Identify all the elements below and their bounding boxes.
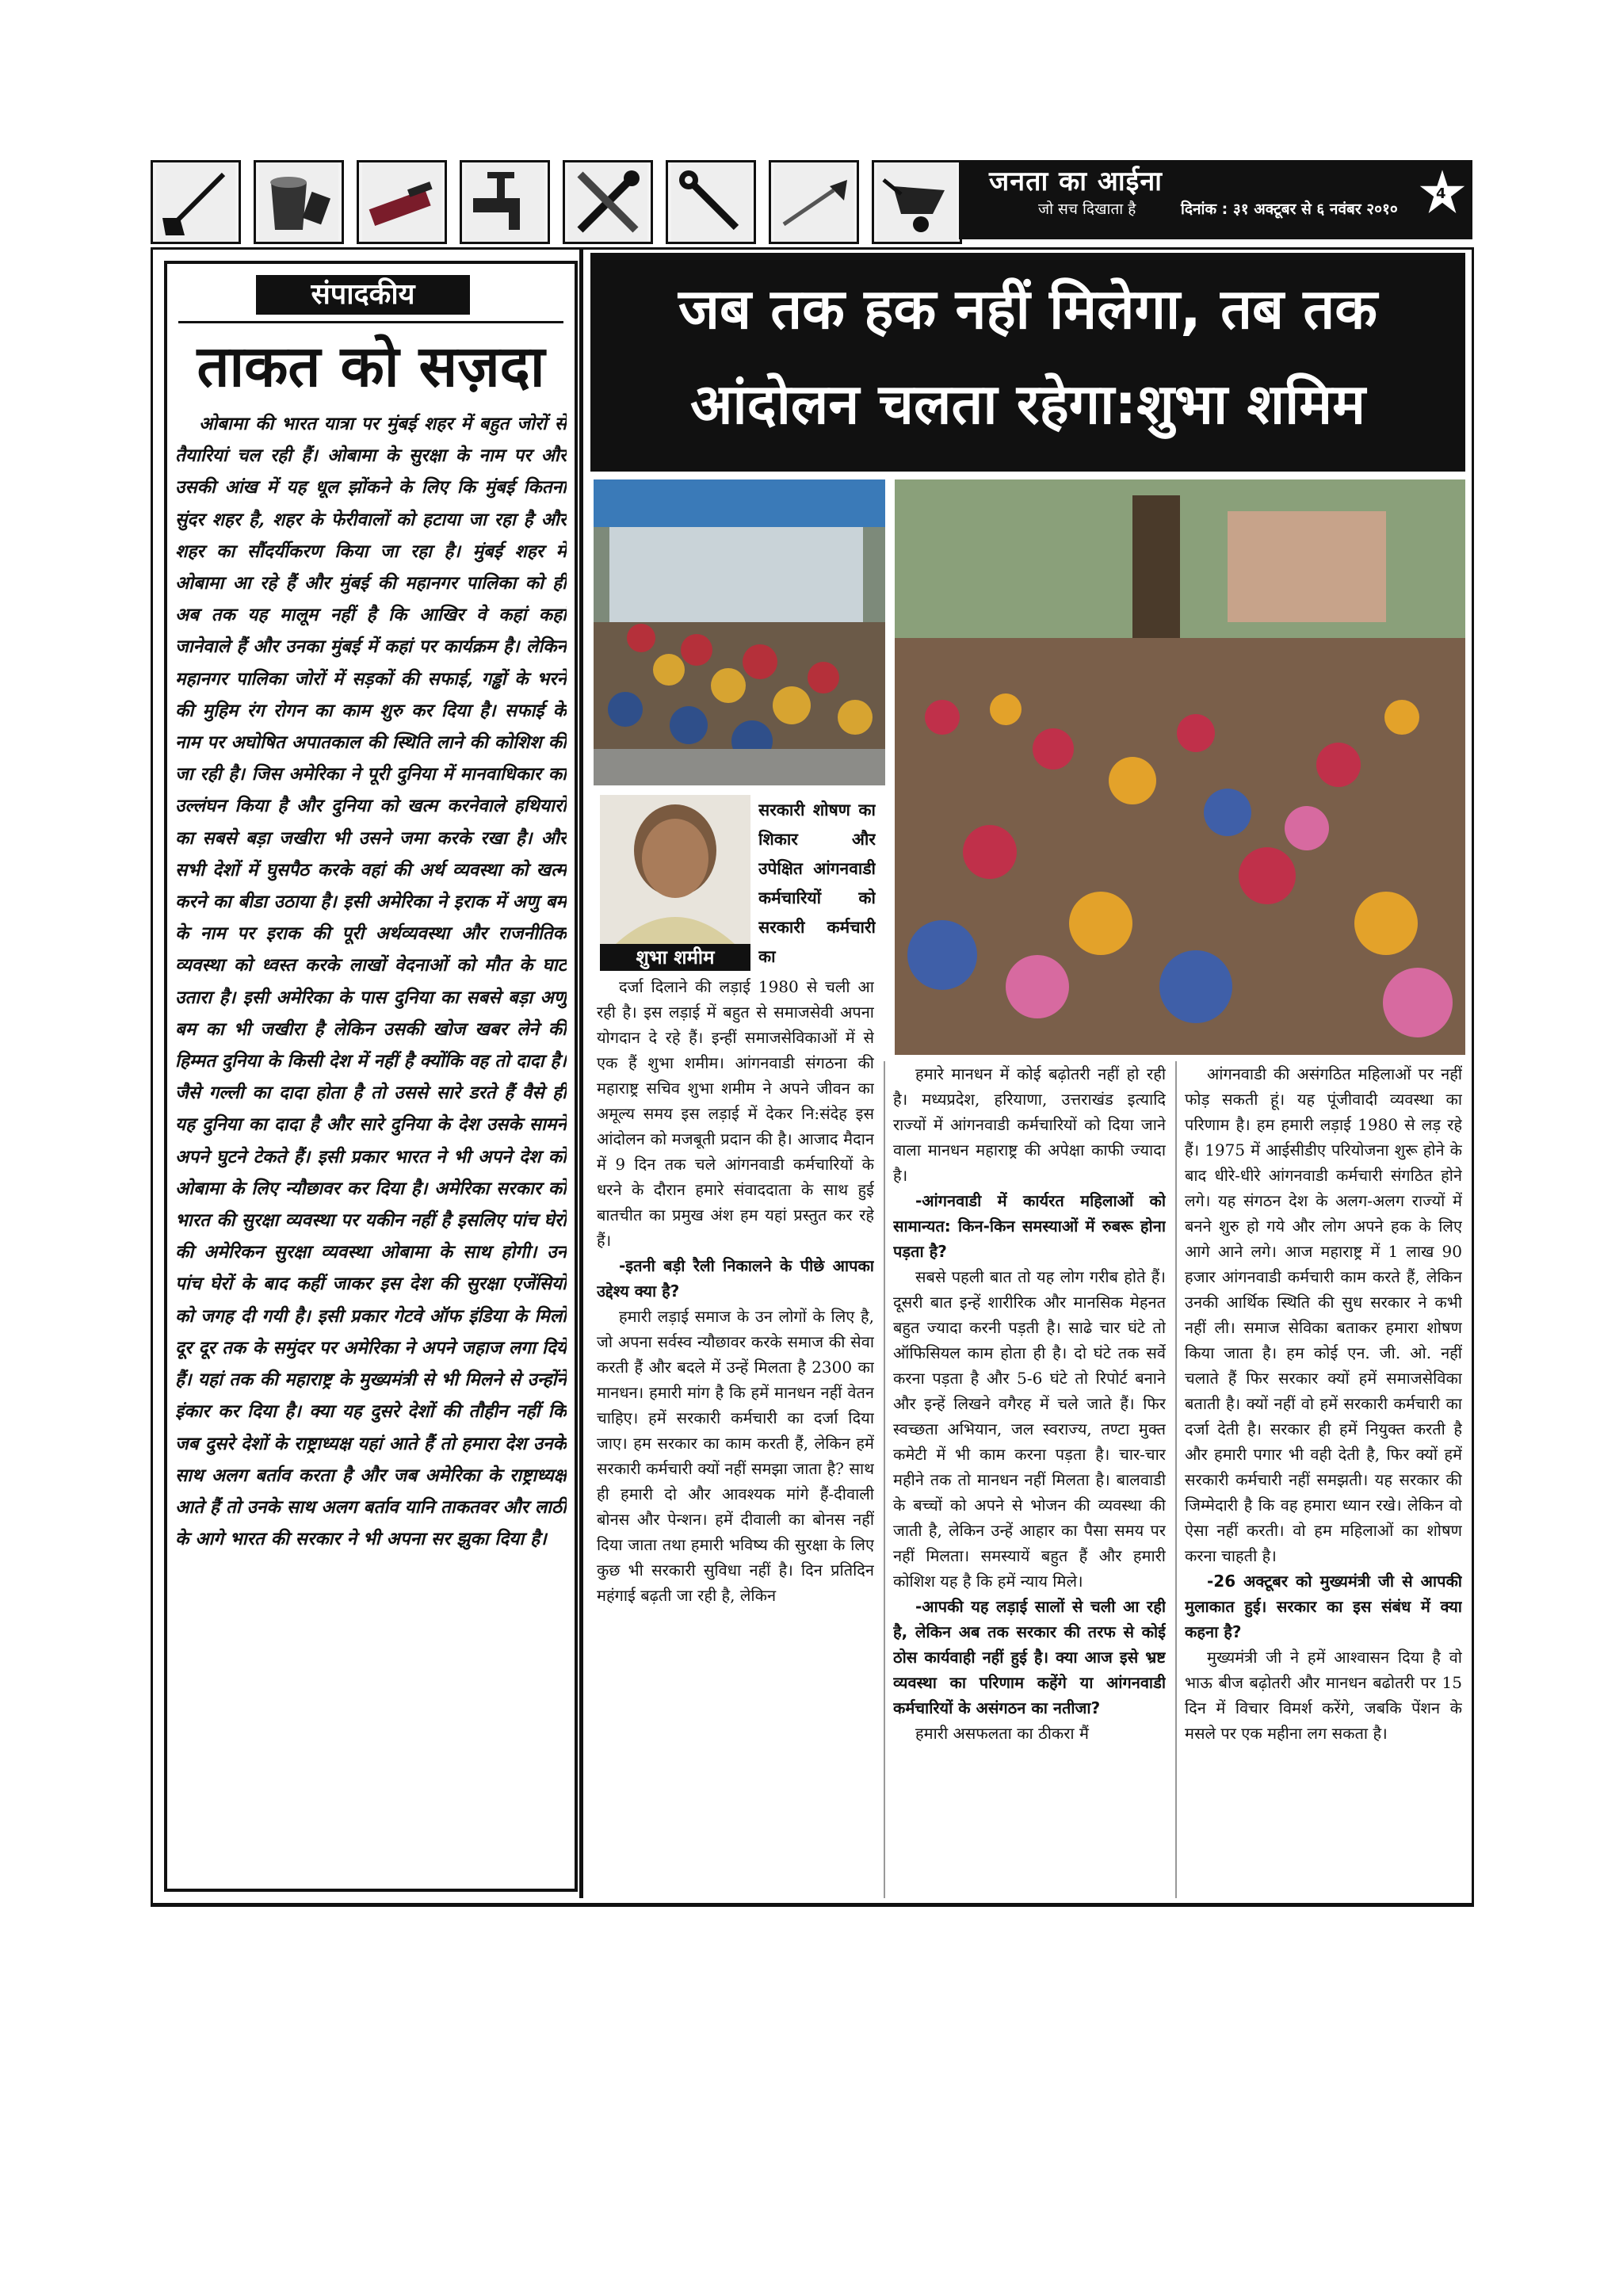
interview-question: -इतनी बड़ी रैली निकालने के पीछे आपका उद्देश्य क्या है? (597, 1256, 874, 1301)
article-column-2 (893, 1061, 1166, 1901)
bucket-brush-icon (254, 160, 344, 244)
hoe-icon (151, 160, 241, 244)
editorial-title: ताकत को सज़दा (197, 333, 545, 399)
headline-block (590, 253, 1465, 472)
tools-icon (563, 160, 653, 244)
headline-line-2: आंदोलन चलता रहेगा:शुभा शमिम (690, 372, 1365, 437)
interview-question: -26 अक्टूबर को मुख्यमंत्री जी से आपकी मुलाकात हुई। सरकार का इस संबंध में क्या कहना है? (1185, 1572, 1462, 1641)
wheelbarrow-icon (872, 160, 962, 244)
rally-photo-large (895, 479, 1465, 1055)
article-intro: सरकारी शोषण का शिकार और उपेक्षित आंगनवाडी कर्मचारियों को सरकारी कर्मचारी का (758, 800, 876, 966)
masthead-tagline: जो सच दिखाता है (1038, 201, 1136, 218)
article-paragraph: हमारी लड़ाई समाज के उन लोगों के लिए है, जो अपना सर्वस्व न्यौछावर करके समाज की सेवा करती हैं और बदले में उन्हें मिलता है 2300 का मानधन। हमारी मांग है कि हमें मानधन नहीं वेतन चाहिए। हमें सरकारी कर्मचारी का दर्जा दिया जाए। हम सरकार का काम करती हैं, लेकिन हमें सरकारी कर्मचारी क्यों नहीं समझा जाता है? साथ ही हमारी दो और आवश्यक मांगे हैं-दीवाली बोनस और पेन्शन। हमें दीवाली का बोनस नहीं दिया जाता तथा हमारी भविष्य की सुरक्षा के लिए कुछ भी सरकारी सुविधा नहीं है। दिन प्रतिदिन महंगाई बढ़ती जा रही है, लेकिन (597, 1307, 874, 1605)
editorial-label: संपादकीय (256, 275, 470, 315)
masthead (959, 160, 1472, 239)
article-paragraph: सबसे पहली बात तो यह लोग गरीब होते हैं। दूसरी बात इन्हें शारीरिक और मानसिक मेहनत बहुत ज्यादा करनी पड़ती है। साढे चार घंटे तो ऑफिसियल काम होता ही है। दो घंटे तक सर्वे करना पड़ता है और 5-6 घंटे तो रिपोर्ट बनाने और इन्हें लिखने वगैरह में चले जाते हैं। फिर स्वच्छता अभियान, जल स्वराज्य, तण्टा मुक्त कमेटी में भी काम करना पड़ता है। चार-चार महीने तक तो मानधन नहीं मिलता है। बालवाडी के बच्चों को अपने से भोजन की व्यवस्था की जाती है, लेकिन उन्हें आहार का पैसा समय पर नहीं मिलता। समस्यायें बहुत हैं और हमारी कोशिश यह है कि हमें न्याय मिले। (893, 1267, 1166, 1591)
interview-question: -आंगनवाडी में कार्यरत महिलाओं को सामान्यत: किन-किन समस्याओं में रुबरू होना पड़ता है? (893, 1191, 1166, 1261)
article-paragraph: आंगनवाडी की असंगठित महिलाओं पर नहीं फोड़ सकती हूं। यह पूंजीवादी व्यवस्था का परिणाम है। हम हमारी लड़ाई 1980 से लड़ रहे हैं। 1975 में आईसीडीए परियोजना शुरू होने के बाद धीरे-धीरे आंगनवाडी कर्मचारी संगठित होने लगे। यह संगठन देश के अलग-अलग राज्यों में बनने शुरु हो गये और लोग अपने हक के लिए आगे आने लगे। आज महाराष्ट्र में 1 लाख 90 हजार आंगनवाडी कर्मचारी काम करते हैं, लेकिन उनकी आर्थिक स्थिति की सुध सरकार ने कभी नहीं ली। समाज सेविका बताकर हमारा शोषण किया जाता है। हम कोई एन. जी. ओ. नहीं चलाते हैं फिर सरकार क्यों हमें समाजसेविका बताती है। क्यों नहीं वो हमें सरकारी कर्मचारी का दर्जा देती है। सरकार ही हमें नियुक्त करती है और हमारी पगार भी वही देती है, फिर क्यों हमें सरकारी कर्मचारी नहीं समझती। यह सरकार की जिम्मेदारी है कि वह हमारा ध्यान रखे। लेकिन वो ऐसा नहीं करती। वो हम महिलाओं का शोषण करना चाहती है। (1185, 1064, 1462, 1565)
article-paragraph: हमारी असफलता का ठीकरा मैं (915, 1724, 1089, 1743)
issue-date: दिनांक : ३१ अक्टूबर से ६ नवंबर २०१० (1181, 201, 1398, 218)
trowel-icon (357, 160, 447, 244)
masthead-title: जनता का आईना (989, 166, 1163, 197)
article-paragraph: हमारे मानधन में कोई बढ़ोतरी नहीं हो रही है। मध्यप्रदेश, हरियाणा, उत्तराखंड इत्यादि राज्यों में आंगनवाडी कर्मचारियों को दिया जाने वाला मानधन महाराष्ट्र की अपेक्षा काफी ज्यादा है। (893, 1064, 1166, 1185)
editorial-body: ओबामा की भारत यात्रा पर मुंबई शहर में बहुत जोरों से तैयारियां चल रही हैं। ओबामा के सुरक्षा के नाम पर और उसकी आंख में यह धूल झोंकने के लिए कि मुंबई कितना सुंदर शहर है, शहर के फेरीवालों को हटाया जा रहा है और शहर का सौंदर्यीकरण किया जा रहा है। मुंबई शहर में ओबामा आ रहे हैं और मुंबई की महानगर पालिका को ही अब तक यह मालूम नहीं है कि आखिर वे कहां कहां जानेवाले हैं और उनका मुंबई में कहां पर कार्यक्रम है। लेकिन महानगर पालिका जोरों में सड़कों की सफाई, गड्ढों के भरने की मुहिम रंग रोगन का काम शुरु कर दिया है। सफाई के नाम पर अघोषित अपातकाल की स्थिति लाने की कोशिश की जा रही है। जिस अमेरिका ने पूरी दुनिया में मानवाधिकार का उल्लंघन किया है और दुनिया को खत्म करनेवाले हथियारों का सबसे बड़ा जखीरा भी उसने जमा करके रखा है। और सभी देशों में घुसपैठ करके वहां की अर्थ व्यवस्था को खत्म करने का बीडा उठाया है। इसी अमेरिका ने इराक में अणु बम के नाम पर इराक की पूरी अर्थव्यवस्था और राजनीतिक व्यवस्था को ध्वस्त करके लाखों वेदनाओं को मौत के घाट उतारा है। इसी अमेरिका के पास दुनिया का सबसे बड़ा अणु बम का भी जखीरा है लेकिन उसकी खोज खबर लेने की हिम्मत दुनिया के किसी देश में नहीं है क्योंकि वह तो दादा है। जैसे गल्ली का दादा होता है तो उससे सारे डरते हैं वैसे ही यह दुनिया का दादा है और सारे दुनिया के देश उसके सामने अपने घुटने टेकते हैं। इसी प्रकार भारत ने भी अपने देश को ओबामा के लिए न्यौछावर कर दिया है। अमेरिका सरकार को भारत की सुरक्षा व्यवस्था पर यकीन नहीं है इसलिए पांच घेरों की अमेरिकन सुरक्षा व्यवस्था ओबामा के साथ होगी। उन पांच घेरों के बाद कहीं जाकर इस देश की सुरक्षा एजेंसियों को जगह दी गयी है। इसी प्रकार गेटवे ऑफ इंडिया के मिलों दूर दूर तक के समुंदर पर अमेरिका ने अपने जहाज लगा दिये हैं। यहां तक की महाराष्ट्र के मुख्यमंत्री से भी मिलने से उन्होंने इंकार कर दिया है। क्या यह दुसरे देशों की तौहीन नहीं कि जब दुसरे देशों के राष्ट्राध्यक्ष यहां आते हैं तो हमारा देश उनके साथ अलग बर्ताव करता है और जब अमेरिका के राष्ट्राध्यक्ष आते हैं तो उनके साथ अलग बर्ताव यानि ताकतवर और लाठी के आगे भारत की सरकार ने भी अपना सर झुका दिया है। (175, 414, 567, 1550)
article-column-1 (597, 974, 874, 1901)
content-area (151, 247, 1474, 1907)
wrench-icon (666, 160, 756, 244)
divider (884, 1061, 885, 1898)
newspaper-page (151, 160, 1472, 1904)
article-paragraph: मुख्यमंत्री जी ने हमें आश्वासन दिया है वो भाऊ बीज बढ़ोतरी और मानधन बढोतरी पर 15 दिन में विचार विमर्श करेंगे, जबकि पेंशन के मसले पर एक महीना लग सकता है। (1185, 1648, 1462, 1743)
divider (1175, 1061, 1177, 1898)
page-number: 4 (1436, 185, 1446, 202)
article-column-3 (1185, 1061, 1462, 1901)
rally-photo-small (594, 479, 885, 785)
shovel-icon (769, 160, 859, 244)
headline-line-1: जब तक हक नहीं मिलेगा, तब तक (678, 277, 1377, 342)
column-divider (579, 250, 583, 1898)
portrait-photo (600, 795, 750, 944)
interview-question: -आपकी यह लड़ाई सालों से चली आ रही है, लेकिन अब तक सरकार की तरफ से कोई ठोस कार्यवाही नहीं हुई है। क्या आज इसे भ्रष्ट व्यवस्था का परिणाम कहेंगे या आंगनवाडी कर्मचारियों के असंगठन का नतीजा? (893, 1597, 1166, 1717)
divider (178, 321, 563, 323)
editorial-box (164, 261, 578, 1892)
tap-icon (460, 160, 550, 244)
portrait-caption: शुभा शमीम (600, 944, 750, 971)
article-paragraph: दर्जा दिलाने की लड़ाई 1980 से चली आ रही है। इस लड़ाई में बहुत से समाजसेवी अपना योगदान दे रहे हैं। इन्हीं समाजसेविकाओं में से एक हैं शुभा शमीम। आंगनवाडी संगठना की महाराष्ट्र सचिव शुभा शमीम ने अपने जीवन का अमूल्य समय इस लड़ाई में देकर नि:संदेह इस आंदोलन को मजबूती प्रदान की है। आजाद मैदान में 9 दिन तक चले आंगनवाडी कर्मचारियों के धरने के दौरान हमारे संवाददाता के साथ हुई बातचीत का प्रमुख अंश हम यहां प्रस्तुत कर रहे हैं। (597, 977, 874, 1250)
